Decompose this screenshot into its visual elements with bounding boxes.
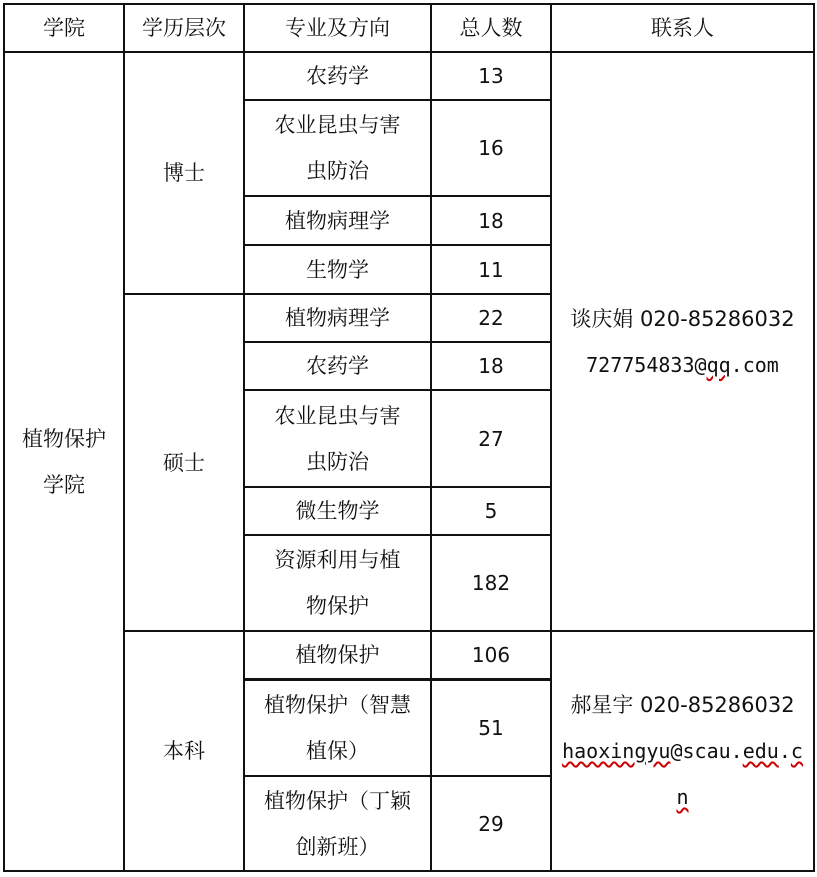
college-line2: 学院: [43, 472, 85, 497]
header-row: [4, 4, 814, 52]
email-part: .: [778, 739, 791, 763]
enrollment-table: [3, 3, 815, 872]
major-cell: 农药学: [244, 342, 431, 390]
level-master: 硕士: [124, 294, 244, 631]
count-cell: 51: [431, 680, 551, 776]
count-cell: 106: [431, 631, 551, 679]
email-part: .com: [730, 352, 779, 377]
email-part: @scau.: [670, 739, 743, 763]
major-cell: [244, 390, 431, 487]
header-count: 总人数: [431, 4, 551, 52]
level-phd: 博士: [124, 52, 244, 294]
major-cell: [244, 776, 431, 871]
contact-grad-email[interactable]: [586, 353, 779, 377]
count-cell: 5: [431, 487, 551, 535]
contact-undergrad-email[interactable]: [562, 739, 803, 809]
college-cell: [4, 52, 124, 871]
email-part: 727754833@: [586, 352, 707, 377]
major-line2: 虫防治: [306, 159, 369, 183]
header-contact: 联系人: [551, 4, 814, 52]
count-cell: 22: [431, 294, 551, 342]
table-row: [4, 631, 814, 679]
major-cell: 农药学: [244, 52, 431, 100]
email-part: qq: [706, 352, 731, 377]
header-major: 专业及方向: [244, 4, 431, 52]
major-cell: [244, 535, 431, 631]
major-line1: 农业昆虫与害: [274, 403, 401, 428]
major-line2: 物保护: [306, 594, 369, 618]
contact-grad: [551, 52, 814, 631]
major-cell: 微生物学: [244, 487, 431, 535]
major-line1: 植物保护（丁颖: [264, 788, 411, 813]
email-part: haoxingyu: [562, 739, 671, 763]
major-cell: 植物保护: [244, 631, 431, 679]
header-level: 学历层次: [124, 4, 244, 52]
major-cell: [244, 680, 431, 776]
major-line1: 农业昆虫与害: [274, 113, 401, 137]
major-cell: 植物病理学: [244, 196, 431, 245]
count-cell: 13: [431, 52, 551, 100]
count-cell: 182: [431, 535, 551, 631]
email-part: n: [676, 785, 689, 809]
count-cell: 29: [431, 776, 551, 871]
level-undergrad: 本科: [124, 631, 244, 871]
major-cell: [244, 100, 431, 196]
count-cell: 16: [431, 100, 551, 196]
major-line2: 植保）: [306, 738, 369, 763]
contact-undergrad: [551, 631, 814, 871]
major-line1: 植物保护（智慧: [264, 692, 411, 717]
email-part: edu: [742, 739, 779, 763]
header-college: 学院: [4, 4, 124, 52]
major-cell: 生物学: [244, 245, 431, 294]
table-row: [4, 52, 814, 100]
major-cell: 植物病理学: [244, 294, 431, 342]
contact-grad-name-phone: 谈庆娟 020-85286032: [570, 306, 795, 331]
contact-undergrad-name-phone: 郝星宇 020-85286032: [570, 693, 795, 717]
major-line2: 创新班）: [295, 834, 380, 859]
count-cell: 27: [431, 390, 551, 487]
major-line2: 虫防治: [306, 449, 369, 474]
count-cell: 18: [431, 196, 551, 245]
college-line1: 植物保护: [22, 426, 106, 451]
major-line1: 资源利用与植: [274, 548, 401, 572]
count-cell: 18: [431, 342, 551, 390]
count-cell: 11: [431, 245, 551, 294]
email-part: c: [790, 739, 803, 763]
